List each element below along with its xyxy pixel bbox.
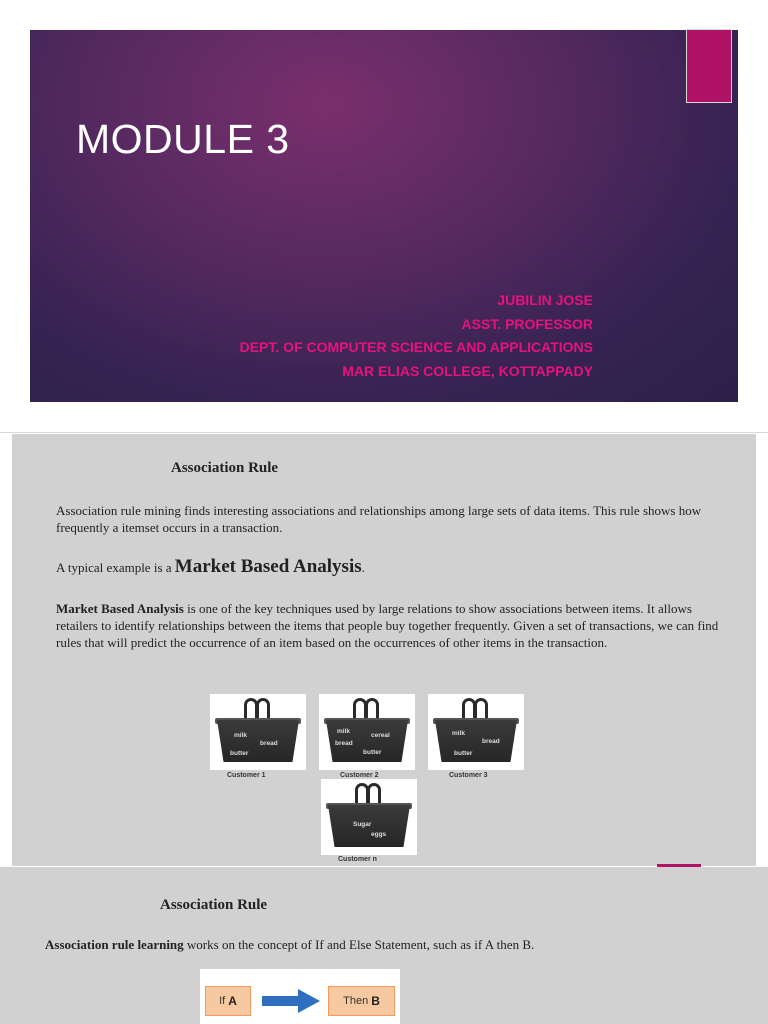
right-arrow-icon	[260, 988, 322, 1014]
basket-caption: Customer 1	[227, 772, 266, 779]
author-name: JUBILIN JOSE	[497, 292, 593, 308]
definition-paragraph: Association rule mining finds interesting associations and relationships among large sets of data items. This rule shows how frequently a itemset occurs in a transaction.	[56, 503, 702, 535]
basket-item: eggs	[371, 831, 387, 838]
then-box	[328, 986, 395, 1016]
then-variable: B	[371, 994, 380, 1008]
basket-item: cereal	[371, 732, 390, 739]
accent-tab	[687, 30, 731, 102]
basket-caption: Customer 2	[340, 772, 379, 779]
title-slide	[30, 30, 738, 402]
basket-customer-1	[210, 694, 306, 770]
basket-item: butter	[363, 749, 382, 756]
learning-paragraph	[45, 937, 534, 953]
learning-term: Association rule learning	[45, 937, 184, 952]
if-then-diagram	[200, 969, 400, 1024]
example-prefix: A typical example is a	[56, 560, 175, 575]
author-position: ASST. PROFESSOR	[461, 315, 593, 332]
basket-caption: Customer n	[338, 856, 377, 863]
author-department: DEPT. OF COMPUTER SCIENCE AND APPLICATIONS	[239, 339, 593, 355]
basket-customer-2	[319, 694, 415, 770]
basket-item: milk	[337, 728, 351, 735]
example-emphasis: Market Based Analysis	[174, 556, 362, 577]
basket-item: bread	[335, 740, 353, 747]
author-block	[240, 289, 593, 383]
if-label: If	[219, 995, 226, 1007]
basket-item: Sugar	[353, 821, 372, 828]
example-suffix: .	[361, 560, 365, 575]
slide-heading: Association Rule	[160, 897, 268, 913]
association-rule-learning-slide	[0, 867, 768, 1024]
market-analysis-term: Market Based Analysis	[56, 601, 184, 616]
learning-text: works on the concept of If and Else Statement, such as if A then B.	[183, 937, 535, 952]
slide-heading: Association Rule	[171, 460, 279, 476]
basket-item: butter	[454, 750, 473, 757]
if-box	[205, 986, 251, 1016]
market-analysis-paragraph	[56, 600, 728, 651]
basket-caption: Customer 3	[449, 772, 488, 779]
page-divider	[0, 432, 768, 433]
association-rule-slide	[12, 434, 756, 866]
market-analysis-text: is one of the key techniques used by large relations to show associations between items. It allows retailers to identify relationships between the items that people buy together frequently. Given a set of transactions, we can find rules that will predict the occurrence of an item based on the occurrences of other items in the transaction.	[56, 601, 719, 650]
basket-customer-n	[321, 779, 417, 855]
basket-customer-3	[428, 694, 524, 770]
basket-item: butter	[230, 750, 249, 757]
slide-title: MODULE 3	[76, 116, 290, 162]
basket-item: bread	[482, 738, 500, 745]
author-college: MAR ELIAS COLLEGE, KOTTAPPADY	[342, 362, 593, 379]
basket-item: bread	[260, 740, 278, 747]
basket-item: milk	[234, 732, 248, 739]
then-label: Then	[343, 995, 369, 1007]
if-variable: A	[228, 994, 237, 1008]
example-paragraph	[56, 558, 728, 576]
basket-item: milk	[452, 730, 466, 737]
basket-icon	[435, 720, 517, 762]
